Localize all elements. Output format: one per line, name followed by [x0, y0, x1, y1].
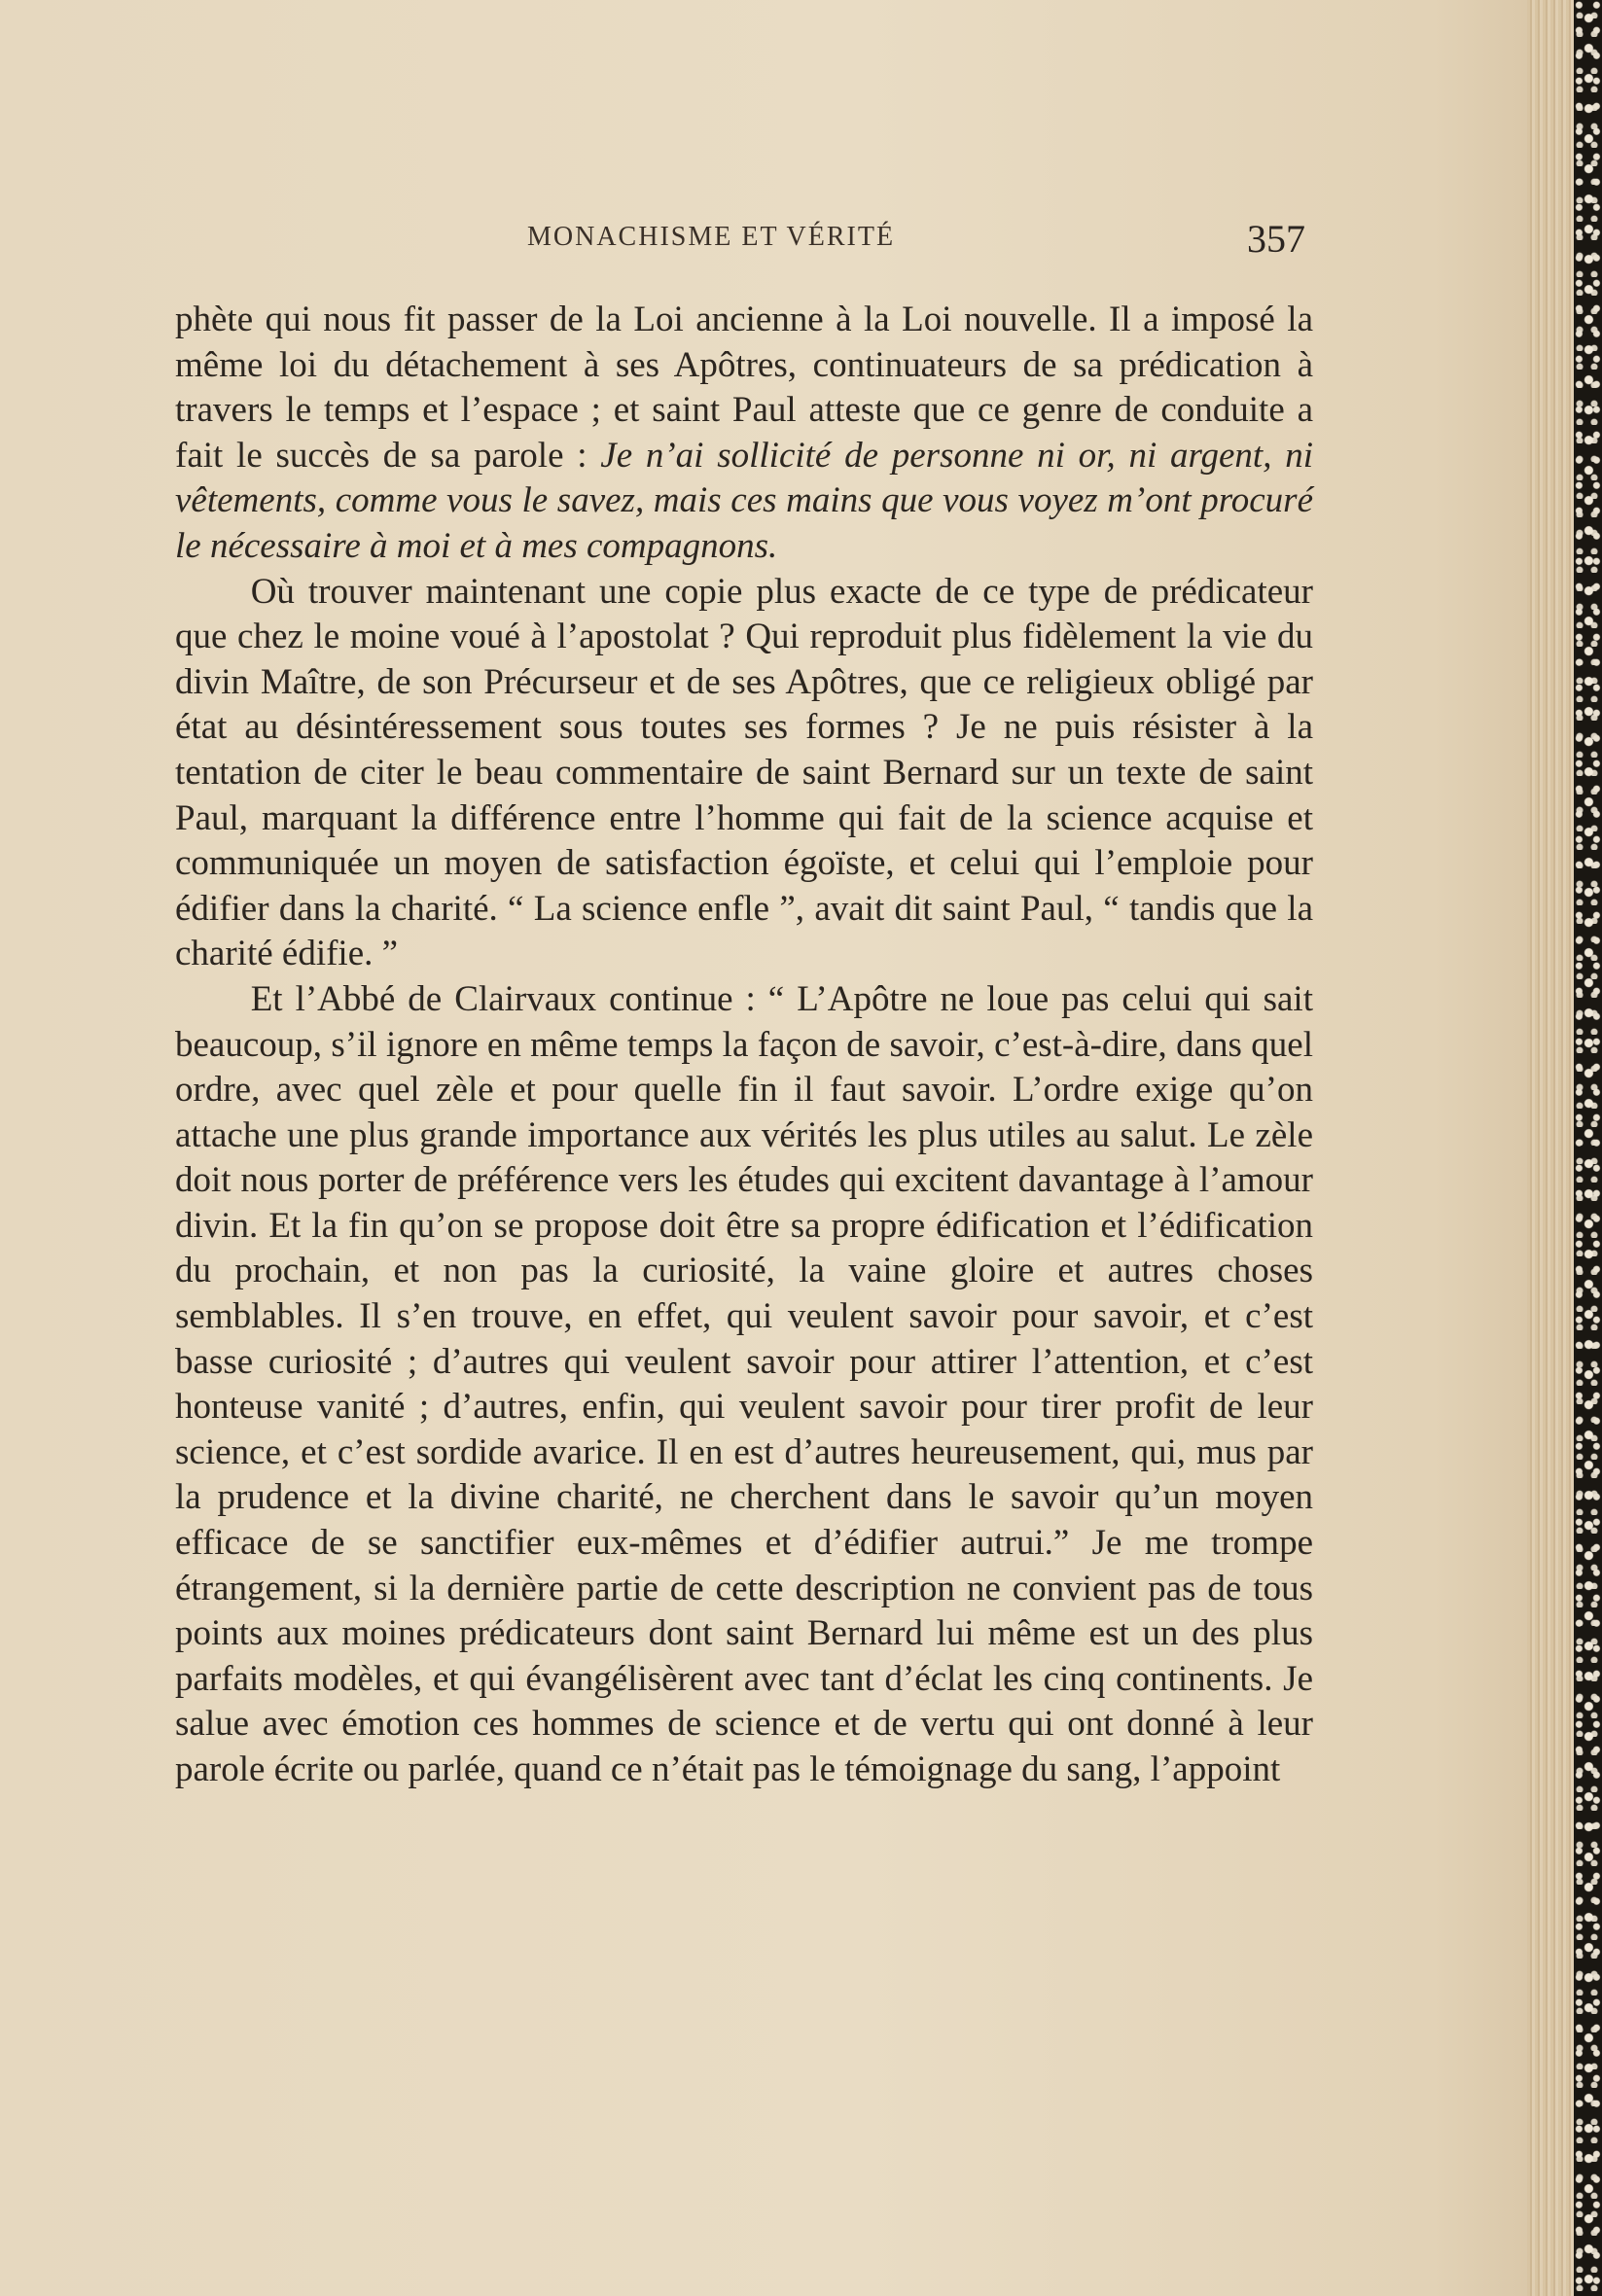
paragraph-1-quotation: Je n’ai sollicité de personne ni or, ni argent, ni vêtements, comme vous le savez, mais ces mains que vous voyez m’ont procuré le nécessaire à moi et à mes compagnons.	[175, 435, 1313, 566]
paragraph-2: Où trouver maintenant une copie plus exacte de ce type de prédicateur que chez le moine voué à l’apostolat ? Qui reproduit plus fidèlement la vie du divin Maître, de son Précurseur et de ses Apôtres, que ce religieux obligé par état au désintéressement sous toutes ses formes ? Je ne puis résister à la tentation de citer le beau commentaire de saint Bernard sur un texte de saint Paul, marquant la différence entre l’homme qui fait de la science acquise et communiquée un moyen de satisfaction égoïste, et celui qui l’emploie pour édifier dans la charité. “ La science enfle ”, avait dit saint Paul, “ tandis que la charité édifie. ”	[175, 571, 1313, 974]
paragraph-1	[175, 298, 1313, 570]
page-number: 357	[1247, 217, 1305, 261]
marbled-cover-edge	[1574, 0, 1602, 2296]
page-header	[0, 217, 1556, 261]
running-title: MONACHISME ET VÉRITÉ	[527, 222, 896, 252]
body-text	[175, 298, 1313, 1793]
paragraph-1-text: phète qui nous fit passer de la Loi ancienne à la Loi nouvelle. Il a imposé la même loi du détachement à ses Apôtres, continuateurs de sa prédication à travers le temps et l’espace ; et saint Paul atteste que ce genre de conduite a fait le succès de sa parole :	[175, 300, 1313, 476]
paragraph-3: Et l’Abbé de Clairvaux continue : “ L’Apôtre ne loue pas celui qui sait beaucoup, s’il ignore en même temps la façon de savoir, c’est-à-dire, dans quel ordre, avec quel zèle et pour quelle fin il faut savoir. L’ordre exige qu’on attache une plus grande importance aux vérités les plus utiles au salut. Le zèle doit nous porter de préférence vers les études qui excitent davantage à l’amour divin. Et la fin qu’on se propose doit être sa propre édification et l’édification du prochain, et non pas la curiosité, la vaine gloire et autres choses semblables. Il s’en trouve, en effet, qui veulent savoir pour savoir, et c’est basse curiosité ; d’autres qui veulent savoir pour attirer l’attention, et c’est honteuse vanité ; d’autres, enfin, qui veulent savoir pour tirer profit de leur science, et c’est sordide avarice. Il en est d’autres heureusement, qui, mus par la prudence et la divine charité, ne cherchent dans le savoir qu’un moyen efficace de se sanctifier eux-mêmes et d’édifier autrui.” Je me trompe étrangement, si la dernière partie de cette description ne convient pas de tous points aux moines prédicateurs dont saint Bernard lui même est un des plus parfaits modèles, et qui évangélisèrent avec tant d’éclat les cinq continents. Je salue avec émotion ces hommes de science et de vertu qui ont donné à leur parole écrite ou parlée, quand ce n’était pas le témoignage du sang, l’appoint	[175, 978, 1313, 1789]
page-edge	[1527, 0, 1574, 2296]
